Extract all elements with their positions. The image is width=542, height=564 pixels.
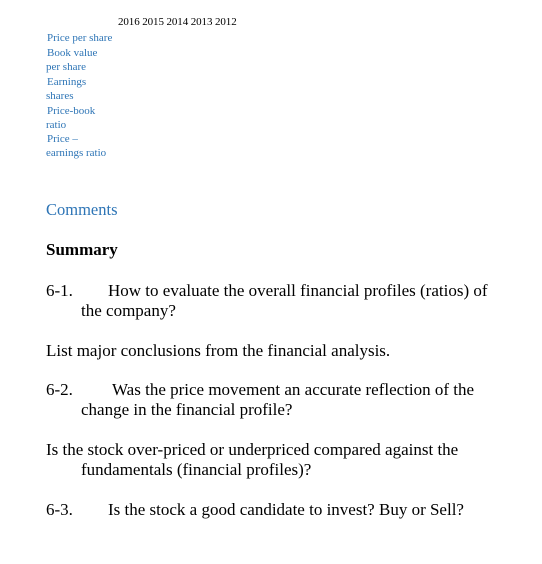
question-line1	[46, 281, 516, 301]
ratio-label-line1: Price –	[47, 133, 78, 145]
years-header: 2016 2015 2014 2013 2012	[118, 16, 237, 28]
question-number: 6-1.	[46, 281, 73, 300]
question-line1	[46, 500, 516, 520]
ratio-label-price-earnings	[46, 132, 126, 160]
question-number: 6-2.	[46, 380, 73, 399]
ratio-label-line1: Earnings	[47, 76, 87, 88]
ratio-label-line2: earnings ratio	[46, 147, 107, 159]
ratio-label-line1: Price-book	[47, 105, 96, 117]
ratio-label-book-value	[46, 46, 126, 74]
summary-heading: Summary	[46, 240, 118, 259]
ratio-label-line2: shares	[46, 90, 74, 102]
ratio-label-line1: Book value	[47, 47, 98, 59]
comments-heading: Comments	[46, 200, 118, 219]
ratio-label-line2: ratio	[46, 119, 67, 131]
question-6-1	[46, 281, 516, 321]
question-number: 6-3.	[46, 500, 73, 519]
question-6-3	[46, 500, 516, 520]
paragraph-line1: Is the stock over-priced or underpriced compared against the	[46, 440, 459, 459]
question-line1	[46, 380, 516, 400]
paragraph-line2: fundamentals (financial profiles)?	[81, 460, 312, 479]
ratio-label-line2: per share	[46, 61, 87, 73]
question-line2: the company?	[81, 301, 176, 320]
question-text: Was the price movement an accurate reflection of the	[112, 380, 475, 399]
question-6-2	[46, 380, 516, 420]
question-line2: change in the financial profile?	[81, 400, 293, 419]
conclusions-paragraph: List major conclusions from the financial analysis.	[46, 341, 391, 360]
ratio-label-line1: Price per share	[47, 32, 113, 44]
question-text: Is the stock a good candidate to invest? Buy or Sell?	[108, 500, 464, 519]
valuation-paragraph	[46, 440, 516, 480]
ratio-label-price-book	[46, 104, 126, 132]
question-text: How to evaluate the overall financial profiles (ratios) of	[108, 281, 488, 300]
ratio-label-earnings	[46, 75, 126, 103]
ratio-label-price-per-share	[46, 31, 126, 45]
